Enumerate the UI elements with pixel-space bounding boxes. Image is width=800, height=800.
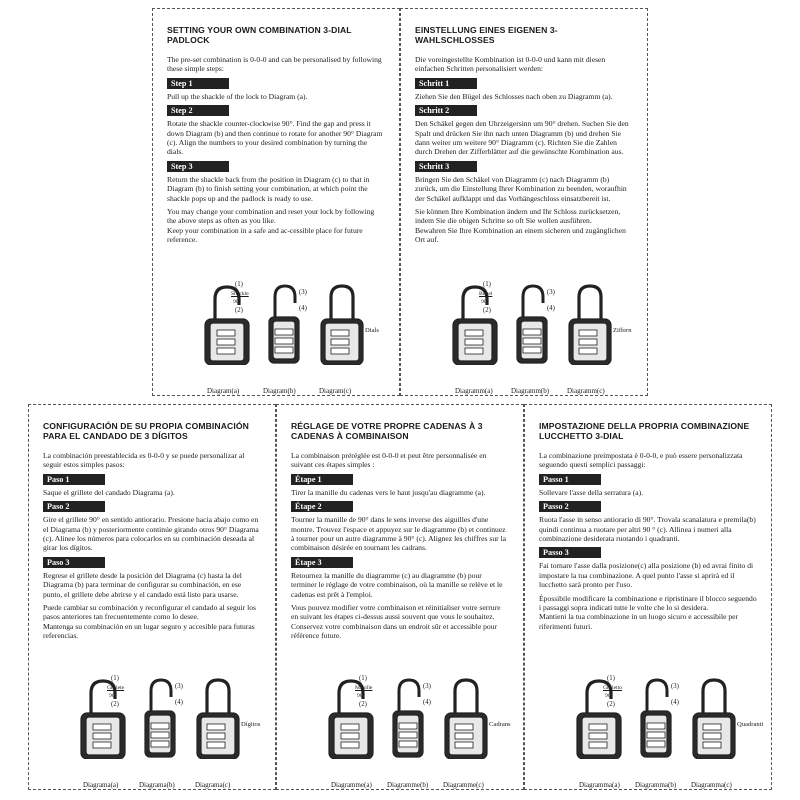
panel-spanish	[28, 404, 276, 790]
diagram-a-label: Diagramma(a)	[579, 781, 620, 789]
step-number-3: (3)	[547, 289, 555, 296]
step-label: Paso 3	[43, 557, 105, 568]
step-number-4: (4)	[671, 699, 679, 706]
diagram-b-label: Diagrama(b)	[139, 781, 175, 789]
step-text: Saque el grillete del candado Diagrama (a).	[43, 487, 175, 497]
step-number-2: (2)	[235, 307, 243, 314]
step-label: Étape 2	[291, 501, 353, 512]
diagram-c	[193, 677, 243, 759]
angle-label: 90°	[233, 299, 241, 305]
angle-label: 90°	[605, 693, 613, 699]
step-number-2: (2)	[111, 701, 119, 708]
diagram-a-label: Diagramme(a)	[331, 781, 372, 789]
panel-title: IMPOSTAZIONE DELLA PROPRIA COMBINAZIONE LUCCHETTO 3-DIAL	[539, 421, 750, 441]
panel-title: EINSTELLUNG EINES EIGENEN 3-WAHLSCHLOSSES	[415, 25, 558, 45]
diagram-c	[689, 677, 739, 759]
padlock-diagrams	[29, 675, 275, 789]
step-number-2: (2)	[607, 701, 615, 708]
step-text: Retournez la manille du diagramme (c) au diagramme (b) pour terminer le réglage de votre combinaison, où la manille se relève et le cadenas est prêt à l'emploi.	[291, 570, 503, 599]
shackle-callout: Shackle	[231, 291, 249, 297]
step-label: Paso 2	[43, 501, 105, 512]
step-label: Passo 3	[539, 547, 601, 558]
outro-text: Mantenga su combinación en un lugar seguro y accesible para futuras referencias.	[43, 621, 255, 641]
step-label: Étape 3	[291, 557, 353, 568]
outro-text: Conservez votre combinaison dans un endroit sûr et accessible pour référence future.	[291, 621, 498, 641]
step-number-3: (3)	[175, 683, 183, 690]
step-number-3: (3)	[299, 289, 307, 296]
step-label: Passo 1	[539, 474, 601, 485]
step-label: Step 1	[167, 78, 229, 89]
padlock-diagrams	[277, 675, 523, 789]
step-number-4: (4)	[175, 699, 183, 706]
outro-text: Vous pouvez modifier votre combinaison et réinitialiser votre serrure en suivant les étapes ci-dessus aussi souvent que vous le souhaitez.	[291, 603, 501, 622]
step-label: Étape 1	[291, 474, 353, 485]
panel-english	[152, 8, 400, 396]
diagram-c-label: Diagramm(c)	[567, 387, 605, 395]
intro-text: La combinación preestablecida es 0-0-0 y se puede personalizar al seguir estos simples pasos:	[43, 451, 245, 470]
outro-text: You may change your combination and reset your lock by following the above steps as often as you like.	[167, 207, 375, 226]
step-text: Gire el grillete 90° en sentido antiorario. Presione hacia abajo como en el Diagrama (b) y posteriormente continúe girando otros 90° Diagrama (c). Alinee los números para colocarlos en su combinación deseada al girar los dígitos.	[43, 515, 259, 553]
panel-title: SETTING YOUR OWN COMBINATION 3-DIAL PADLOCK	[167, 25, 352, 45]
panel-title: CONFIGURACIÓN DE SU PROPIA COMBINACIÓN PARA EL CANDADO DE 3 DÍGITOS	[43, 421, 249, 441]
intro-text: La combinazione preimpostata è 0-0-0, e può essere personalizzata seguendo questi semplici passaggi:	[539, 451, 743, 470]
diagram-a-label: Diagram(a)	[207, 387, 240, 395]
dials-callout: Cadrans	[489, 721, 511, 728]
step-label: Schritt 1	[415, 78, 477, 89]
step-label: Schritt 3	[415, 161, 477, 172]
shackle-callout: Grillete	[107, 685, 125, 691]
diagram-c-label: Diagram(c)	[319, 387, 352, 395]
diagram-b-label: Diagramma(b)	[635, 781, 677, 789]
step-text: Tourner la manille de 90° dans le sens inverse des aiguilles d'une montre. Trouvez l'espace et appuyez sur le diagramme (b) et continuez à tourner pour un autre diagramme à 90° (c). Alignez les chiffres sur la combinaison désirée en tournant les cadrans.	[291, 515, 507, 553]
diagram-c-label: Diagrama(c)	[195, 781, 231, 789]
step-text: Bringen Sie den Schäkel von Diagramm (c) nach Diagramm (b) zurück, um die Einstellung Ihrer Kombination zu beenden, woraufhin der Schäkel aufklappt und das Vorhängeschloss einsatzbereit ist.	[415, 174, 627, 203]
step-text: Pull up the shackle of the lock to Diagram (a).	[167, 91, 308, 101]
diagram-b-label: Diagram(b)	[263, 387, 296, 395]
angle-label: 90°	[109, 693, 117, 699]
step-text: Ruota l'asse in senso antiorario di 90°. Trovala scanalatura e premila(b) quindi continua a ruotare per altri 90 ° (c). Allinea i numeri alla combinazione desiderata ruotando i quadranti.	[539, 515, 756, 544]
outro-text: Mantieni la tua combinazione in un luogo sicuro e accessibile per riferimenti futuri.	[539, 612, 739, 631]
diagram-a-label: Diagramm(a)	[455, 387, 493, 395]
step-label: Step 3	[167, 161, 229, 172]
step-number-1: (1)	[607, 675, 615, 682]
outro-text: Èpossibile modificare la combinazione e ripristinare il blocco seguendo i passaggi sopra indicati tutte le volte che lo si desidera.	[539, 593, 757, 613]
step-number-3: (3)	[423, 683, 431, 690]
step-label: Passo 2	[539, 501, 601, 512]
padlock-diagrams	[153, 281, 399, 395]
outro-text: Bewahren Sie Ihre Kombination an einem sicheren und zugänglichen Ort auf.	[415, 225, 626, 245]
step-text: Tirer la manille du cadenas vers le haut jusqu'au diagramme (a).	[291, 487, 486, 497]
step-number-4: (4)	[423, 699, 431, 706]
step-label: Paso 1	[43, 474, 105, 485]
step-label: Schritt 2	[415, 105, 477, 116]
outro-text: Puede cambiar su combinación y reconfigurar el candado al seguir los pasos anteriores tan frecuentemente como lo desee.	[43, 603, 256, 622]
padlock-diagrams	[525, 675, 771, 789]
panel-french	[276, 404, 524, 790]
dials-callout: Quadranti	[737, 721, 764, 728]
panel-german	[400, 8, 648, 396]
outro-text: Keep your combination in a safe and ac-cessible place for future reference.	[167, 225, 363, 245]
step-text: Ziehen Sie den Bügel des Schlosses nach oben zu Diagramm (a).	[415, 91, 613, 101]
intro-text: The pre-set combination is 0-0-0 and can be personalised by following these simple steps:	[167, 55, 382, 74]
padlock-diagrams	[401, 281, 647, 395]
dials-callout: Dials	[365, 327, 379, 334]
shackle-callout: Manille	[355, 685, 373, 691]
step-number-1: (1)	[483, 281, 491, 288]
diagram-c-label: Diagramme(c)	[443, 781, 484, 789]
step-number-2: (2)	[483, 307, 491, 314]
step-text: Den Schäkel gegen den Uhrzeigersinn um 90° drehen. Suchen Sie den Spalt und drücken Sie ihn nach unten Diagramm (b) und drehen Sie dann weiter um weitere 90° Diagramm (c). Richten Sie die Zahlen durch Drehen der Zifferblätter auf die gewünschte Kombination aus.	[415, 119, 629, 157]
diagram-c	[441, 677, 491, 759]
step-text: Return the shackle back from the position in Diagram (c) to that in Diagram (b) to finish setting your combination, at which point the shackle pops up and the padlock is ready to use.	[167, 174, 370, 203]
step-number-1: (1)	[235, 281, 243, 288]
step-number-3: (3)	[671, 683, 679, 690]
step-text: Sollevare l'asse della serratura (a).	[539, 487, 644, 497]
outro-text: Sie können Ihre Kombination ändern und Ihr Schloss zurücksetzen, indem Sie die obigen Schritte so oft Sie wollen ausführen.	[415, 207, 621, 226]
panel-title: RÉGLAGE DE VOTRE PROPRE CADENAS À 3 CADENAS À COMBINAISON	[291, 421, 483, 441]
step-text: Fai tornare l'asse dalla posizione(c) alla posizione (b) ed avrai finito di impostare la tua combinazione. A quel punto l'asse si aprirà ed il lucchetto sarà pronto per l'uso.	[539, 561, 754, 590]
step-number-1: (1)	[359, 675, 367, 682]
diagram-c-label: Diagramma(c)	[691, 781, 732, 789]
intro-text: Die voreingestellte Kombination ist 0-0-0 und kann mit diesen einfachen Schritten personalisiert werden:	[415, 55, 606, 74]
step-number-2: (2)	[359, 701, 367, 708]
step-number-4: (4)	[547, 305, 555, 312]
angle-label: 90°	[357, 693, 365, 699]
diagram-a-label: Diagrama(a)	[83, 781, 119, 789]
diagram-c	[317, 283, 367, 365]
intro-text: La combinaison préréglée est 0-0-0 et peut être personnalisée en suivant ces étapes simples :	[291, 451, 487, 470]
shackle-callout: Bügel	[479, 291, 493, 297]
step-number-1: (1)	[111, 675, 119, 682]
step-text: Rotate the shackle counter-clockwise 90°. Find the gap and press it down Diagram (b) and then continue to rotate for another 90° Diagram (c). Align the numbers to your desired combination by turning the dials.	[167, 119, 383, 157]
diagram-b-label: Diagramm(b)	[511, 387, 550, 395]
dials-callout: Ziffern	[613, 327, 632, 334]
diagram-b-label: Diagramme(b)	[387, 781, 429, 789]
step-label: Step 2	[167, 105, 229, 116]
angle-label: 90°	[481, 299, 489, 305]
step-number-4: (4)	[299, 305, 307, 312]
step-text: Regrese el grillete desde la posición del Diagrama (c) hasta la del Diagrama (b) para terminar de configurar su combinación, en ese punto, el grillete debe abrirse y el candado está listo para usarse.	[43, 570, 242, 599]
diagram-c	[565, 283, 615, 365]
shackle-callout: Grilletto	[603, 685, 622, 691]
dials-callout: Dígitos	[241, 721, 261, 728]
panel-italian	[524, 404, 772, 790]
